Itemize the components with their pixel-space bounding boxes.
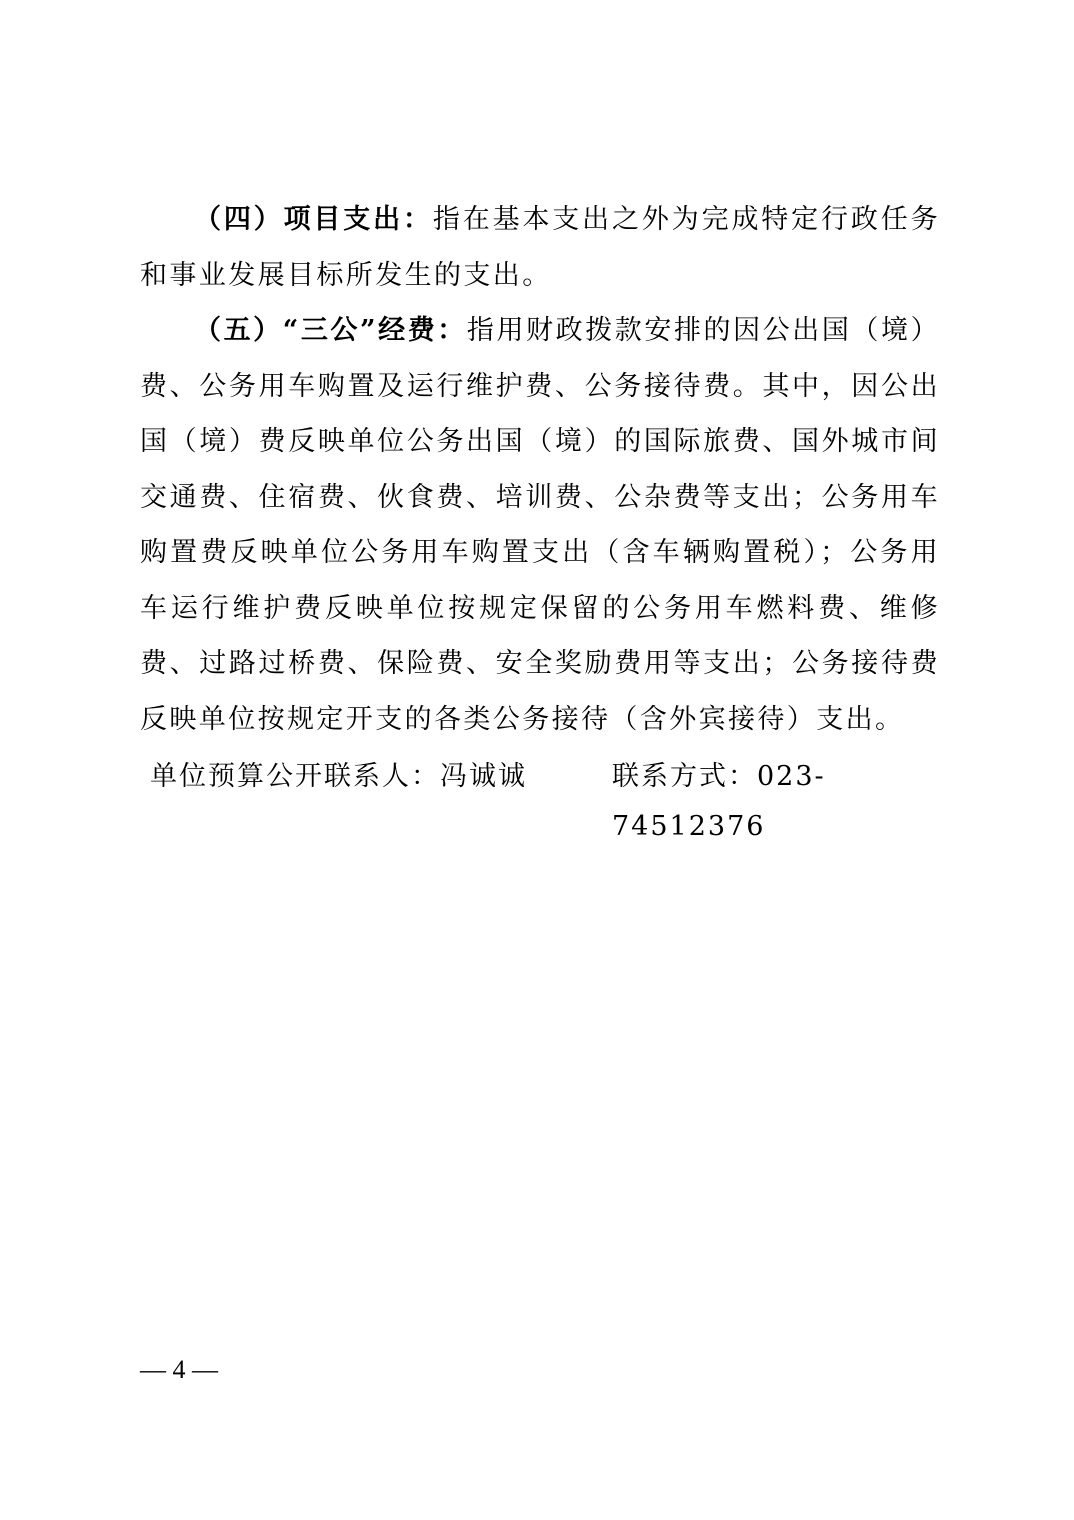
page-number: — 4 — bbox=[140, 1355, 218, 1384]
document-body bbox=[140, 192, 940, 747]
section-three-public-expenses bbox=[140, 303, 940, 747]
contact-method-label: 联系方式： bbox=[612, 761, 757, 792]
contact-person bbox=[150, 752, 527, 802]
contact-line bbox=[150, 752, 950, 842]
contact-phone: 023-74512376 bbox=[612, 761, 826, 842]
contact-method bbox=[612, 752, 950, 852]
section-heading: （五）“三公”经费： bbox=[194, 315, 467, 346]
section-project-expenditure bbox=[140, 192, 940, 303]
contact-person-label: 单位预算公开联系人： bbox=[150, 761, 440, 792]
section-text: 指在基本支出之外为完成特定行政任务和事业发展目标所发生的支出。 bbox=[140, 204, 940, 291]
section-text: 指用财政拨款安排的因公出国（境）费、公务用车购置及运行维护费、公务接待费。其中，因公出国（境）费反映单位公务出国（境）的国际旅费、国外城市间交通费、住宿费、伙食费、培训费、公杂费等支出；公务用车购置费反映单位公务用车购置支出（含车辆购置税）；公务用车运行维护费反映单位按规定保留的公务用车燃料费、维修费、过路过桥费、保险费、安全奖励费用等支出；公务接待费反映单位按规定开支的各类公务接待（含外宾接待）支出。 bbox=[140, 315, 940, 735]
section-heading: （四）项目支出： bbox=[194, 204, 433, 235]
contact-person-name: 冯诚诚 bbox=[440, 761, 527, 792]
